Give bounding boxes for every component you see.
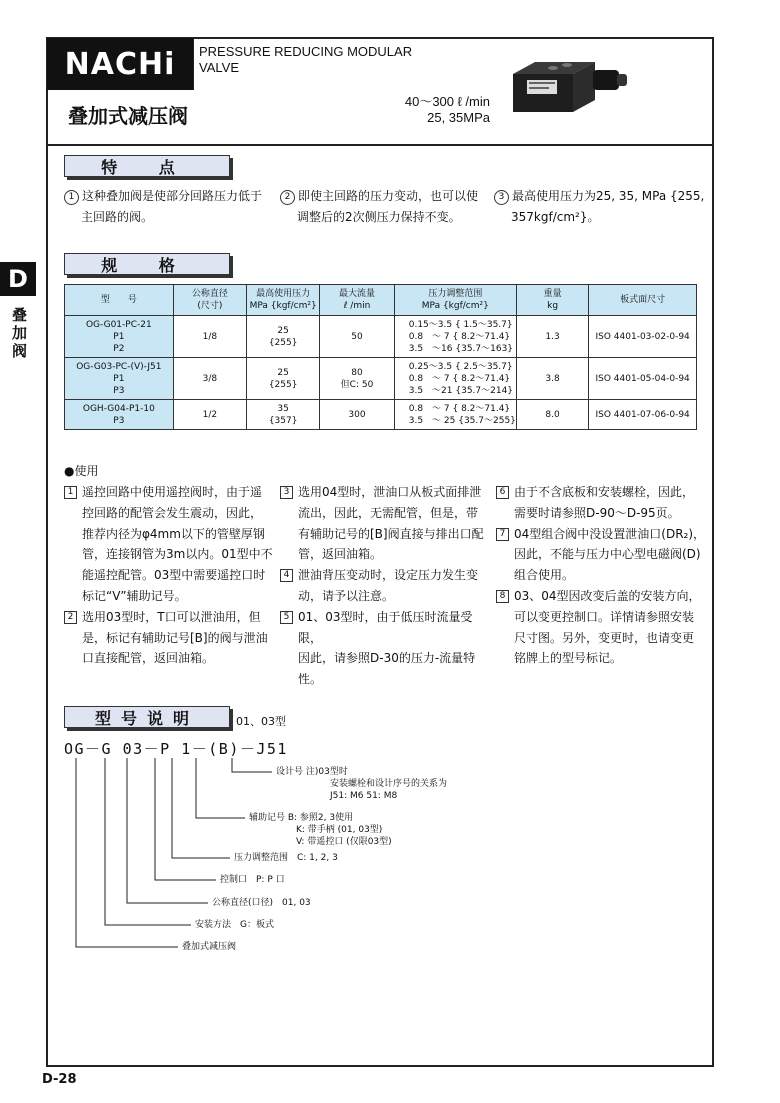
usage-line: 控回路的配管会发生震动，因此，	[82, 505, 263, 520]
usage-line: 尺寸图。另外，变更时，也请变更	[514, 630, 695, 645]
usage-line: 铭牌上的型号标记。	[514, 651, 623, 666]
label-size: 公称直径(口径) 01, 03	[212, 898, 311, 908]
cell-range: 0.15～3.5 { 1.5～35.7} 0.8 ～ 7 { 8.2～71.4} 3.5 ～16 {35.7～163}	[394, 316, 516, 358]
usage-number: 7	[496, 528, 509, 541]
col-header: 板式面尺寸	[589, 285, 697, 316]
col-header: 最高使用压力 MPa {kgf/cm²}	[247, 285, 320, 316]
usage-number: 2	[64, 611, 77, 624]
cell-face: ISO 4401-07-06-0-94	[589, 400, 697, 430]
feature-text: 这种叠加阀是使部分回路压力低于	[82, 189, 263, 203]
english-title-line2: VALVE	[199, 60, 239, 75]
cell-face: ISO 4401-05-04-0-94	[589, 358, 697, 400]
usage-number: 5	[280, 611, 293, 624]
label-design: 设计号 注)03型时	[276, 767, 348, 777]
usage-line: 泄油背压变动时，设定压力发生变	[298, 568, 479, 583]
nachi-logo: NACHi	[47, 38, 193, 90]
usage-line: 标记“V”辅助记号。	[82, 588, 187, 603]
label-design-3: J51: M6 51: M8	[330, 791, 398, 801]
specs-heading: 规 格	[64, 253, 230, 275]
label-type: 叠加式减压阀	[182, 942, 237, 952]
usage-line: 由于不含底板和安装螺栓，因此，	[514, 485, 695, 499]
col-header: 最大流量 ℓ /min	[320, 285, 394, 316]
usage-line: 因此，不能与压力中心型电磁阀(D)	[514, 547, 701, 562]
usage-line: 组合使用。	[514, 568, 575, 583]
usage-line: 能遥控配管。03型中需要遥控口时	[82, 568, 266, 583]
section-tab-label: 叠加阀	[12, 306, 28, 360]
usage-line: 管，返回油箱。	[298, 547, 383, 562]
usage-line: 遥控回路中使用遥控阀时，由于遥	[82, 485, 263, 499]
cell-flow: 300	[320, 400, 394, 430]
features-heading: 特 点	[64, 155, 230, 177]
section-tab-d: D	[0, 262, 36, 296]
cell-range: 0.25～3.5 { 2.5～35.7} 0.8 ～ 7 { 8.2～71.4} 3.5 ～21 {35.7～214}	[394, 358, 516, 400]
usage-line: 口直接配管，返回油箱。	[82, 651, 215, 666]
col-header: 公称直径 (尺寸)	[173, 285, 246, 316]
cell-size: 1/2	[173, 400, 246, 430]
label-design-2: 安装螺栓和设计序号的关系为	[330, 779, 448, 789]
usage-number: 8	[496, 590, 509, 603]
cell-model: OG-G01-PC-21 P1 P2	[65, 316, 174, 358]
usage-line: 有辅助记号的[B]阀直接与排出口配	[298, 526, 484, 541]
cell-size: 1/8	[173, 316, 246, 358]
cell-pressure: 35 {357}	[247, 400, 320, 430]
cell-weight: 8.0	[516, 400, 588, 430]
label-aux-3: V: 带遥控口 (仅限03型)	[296, 837, 392, 847]
usage-number: 3	[280, 486, 293, 499]
model-code-string: OG－G 03－P 1－(B)－J51	[64, 740, 288, 758]
label-aux-2: K: 带手柄 (01, 03型)	[296, 825, 383, 835]
chinese-title: 叠加式减压阀	[68, 104, 188, 128]
cell-flow: 80 但C: 50	[320, 358, 394, 400]
usage-line: 选用03型时，T口可以泄油用，但	[82, 609, 261, 624]
cell-range: 0.8 ～ 7 { 8.2～71.4} 3.5 ～ 25 {35.7～255}	[394, 400, 516, 430]
cell-pressure: 25 {255}	[247, 358, 320, 400]
label-range: 压力调整范围 C: 1, 2, 3	[234, 853, 338, 863]
col-header: 型 号	[65, 285, 174, 316]
usage-number: 4	[280, 569, 293, 582]
label-port: 控制口 P: P 口	[220, 875, 285, 885]
usage-number: 1	[64, 486, 77, 499]
cell-weight: 1.3	[516, 316, 588, 358]
col-header: 重量 kg	[516, 285, 588, 316]
feature-number: 3	[494, 190, 509, 205]
usage-line: 是，标记有辅助记号[B]的阀与泄油	[82, 630, 268, 645]
usage-line: 管，连接钢管为3m以内。01型中不	[82, 547, 273, 562]
usage-line: 需要时请参照D-90～D-95页。	[514, 505, 680, 520]
label-aux: 辅助记号 B: 参照2, 3使用	[249, 813, 354, 823]
usage-line: 流出，因此，无需配管，但是，带	[298, 505, 479, 520]
col-header: 压力调整范围 MPa {kgf/cm²}	[394, 285, 516, 316]
cell-flow: 50	[320, 316, 394, 358]
flow-range: 40～300 ℓ /min	[404, 94, 490, 109]
usage-line: 01、03型时，由于低压时流量受限，	[298, 609, 473, 645]
usage-line: 可以变更控制口。详情请参照安装	[514, 609, 695, 624]
usage-line: 03、04型因改变后盖的安装方向，	[514, 588, 701, 603]
usage-line: 04型组合阀中没设置泄油口(DR₂)，	[514, 526, 706, 541]
cell-model: OG-G03-PC-(V)-J51 P1 P3	[65, 358, 174, 400]
usage-line: 选用04型时，泄油口从板式面排泄	[298, 485, 482, 499]
cell-size: 3/8	[173, 358, 246, 400]
feature-text: 最高使用压力为25, 35, MPa {255,	[512, 189, 705, 203]
feature-text: 主回路的阀。	[81, 210, 154, 224]
usage-line: 推荐内径为φ4mm以下的管壁厚钢	[82, 526, 265, 541]
feature-text: 即使主回路的压力变动，也可以使	[298, 189, 479, 203]
pressure-range: 25, 35MPa	[427, 110, 490, 125]
usage-line: 因此，请参照D-30的压力-流量特	[298, 651, 476, 666]
usage-number: 6	[496, 486, 509, 499]
feature-text: 调整后的2次侧压力保持不变。	[297, 210, 461, 224]
page-number: D-28	[42, 1072, 77, 1087]
feature-text: 357kgf/cm²}。	[511, 210, 600, 224]
english-title-line1: PRESSURE REDUCING MODULAR	[199, 44, 413, 59]
label-mount: 安装方法 G：板式	[195, 920, 274, 930]
usage-line: 性。	[298, 672, 323, 687]
model-code-subtitle: 01、03型	[236, 715, 286, 728]
cell-model: OGH-G04-P1-10 P3	[65, 400, 174, 430]
feature-number: 2	[280, 190, 295, 205]
cell-weight: 3.8	[516, 358, 588, 400]
feature-number: 1	[64, 190, 79, 205]
cell-face: ISO 4401-03-02-0-94	[589, 316, 697, 358]
cell-pressure: 25 {255}	[247, 316, 320, 358]
usage-heading: ●使用	[64, 464, 99, 478]
usage-line: 动，请予以注意。	[298, 588, 395, 603]
model-code-heading: 型号说明	[64, 706, 230, 728]
